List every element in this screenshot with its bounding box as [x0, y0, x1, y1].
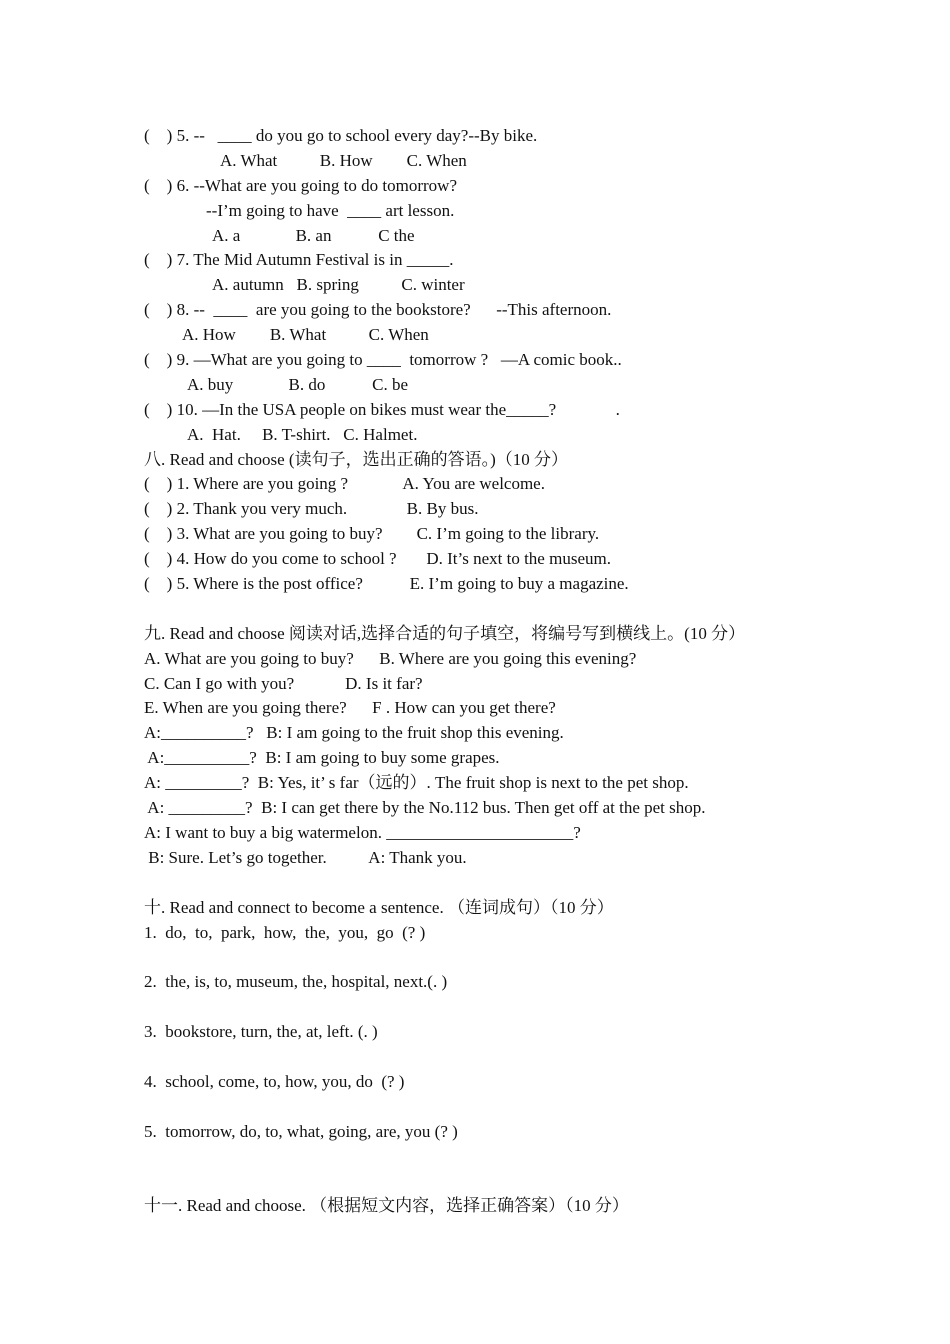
question-5-options: A. What B. How C. When [220, 150, 467, 170]
section-9-title: 九. Read and choose 阅读对话,选择合适的句子填空，将编号写到横线上。(10 分） [144, 623, 746, 643]
section-11 [144, 1194, 844, 1219]
section-9-option-line: E. When are you going there? F . How can you get there? [144, 698, 556, 718]
question-7: ( ) 7. The Mid Autumn Festival is in _____. [144, 250, 454, 270]
spacer [144, 597, 844, 622]
question-5: ( ) 5. -- ____ do you go to school every day?--By bike. [144, 126, 538, 145]
section-8-item: ( ) 5. Where is the post office? E. I’m going to buy a magazine. [144, 574, 629, 594]
section-7-questions [144, 124, 844, 448]
question-6-options: A. a B. an C the [212, 225, 415, 245]
section-9-option-line: C. Can I go with you? D. Is it far? [144, 673, 423, 693]
section-10-item: 5. tomorrow, do, to, what, going, are, you (? ) [144, 1121, 458, 1141]
answer-space [144, 1045, 844, 1070]
section-10-item: 1. do, to, park, how, the, you, go (? ) [144, 922, 426, 942]
spacer [144, 1169, 844, 1194]
question-8: ( ) 8. -- ____ are you going to the bookstore? --This afternoon. [144, 300, 612, 320]
answer-space [144, 1095, 844, 1120]
section-8-item: ( ) 1. Where are you going ? A. You are welcome. [144, 474, 545, 494]
dialogue-line: A:__________? B: I am going to the fruit shop this evening. [144, 723, 564, 743]
spacer [144, 1145, 844, 1170]
section-9-option-line: A. What are you going to buy? B. Where are you going this evening? [144, 648, 637, 668]
section-10-item: 4. school, come, to, how, you, do (? ) [144, 1071, 405, 1091]
dialogue-line: A: _________? B: I can get there by the No.112 bus. Then get off at the pet shop. [144, 798, 706, 818]
section-9 [144, 622, 844, 871]
question-6-reply: --I’m going to have ____ art lesson. [206, 200, 455, 220]
section-8-item: ( ) 2. Thank you very much. B. By bus. [144, 499, 479, 519]
section-8 [144, 448, 844, 597]
question-9: ( ) 9. —What are you going to ____ tomorrow ? —A comic book.. [144, 350, 622, 370]
dialogue-line: A: I want to buy a big watermelon. ______________________? [144, 822, 581, 842]
section-10-item: 3. bookstore, turn, the, at, left. (. ) [144, 1022, 378, 1042]
question-10: ( ) 10. —In the USA people on bikes must wear the_____? . [144, 399, 620, 419]
question-8-options: A. How B. What C. When [182, 325, 429, 345]
section-8-item: ( ) 3. What are you going to buy? C. I’m going to the library. [144, 524, 600, 544]
section-10 [144, 896, 844, 1145]
question-10-options: A. Hat. B. T-shirt. C. Halmet. [187, 424, 418, 444]
dialogue-line: B: Sure. Let’s go together. A: Thank you. [144, 847, 467, 867]
section-11-title: 十一. Read and choose. （根据短文内容，选择正确答案）（10 分） [144, 1196, 629, 1216]
dialogue-line: A:__________? B: I am going to buy some grapes. [144, 748, 500, 768]
question-6: ( ) 6. --What are you going to do tomorrow? [144, 175, 457, 195]
answer-space [144, 995, 844, 1020]
exam-page [144, 124, 844, 1219]
question-7-options: A. autumn B. spring C. winter [212, 275, 465, 295]
section-10-title: 十. Read and connect to become a sentence. （连词成句）（10 分） [144, 897, 614, 917]
section-10-item: 2. the, is, to, museum, the, hospital, next.(. ) [144, 972, 448, 992]
dialogue-line: A: _________? B: Yes, it’ s far（远的）. The fruit shop is next to the pet shop. [144, 773, 689, 793]
section-8-title: 八. Read and choose (读句子，选出正确的答语。)（10 分） [144, 449, 569, 469]
question-9-options: A. buy B. do C. be [187, 374, 408, 394]
spacer [144, 871, 844, 896]
section-8-item: ( ) 4. How do you come to school ? D. It’s next to the museum. [144, 549, 611, 569]
answer-space [144, 945, 844, 970]
